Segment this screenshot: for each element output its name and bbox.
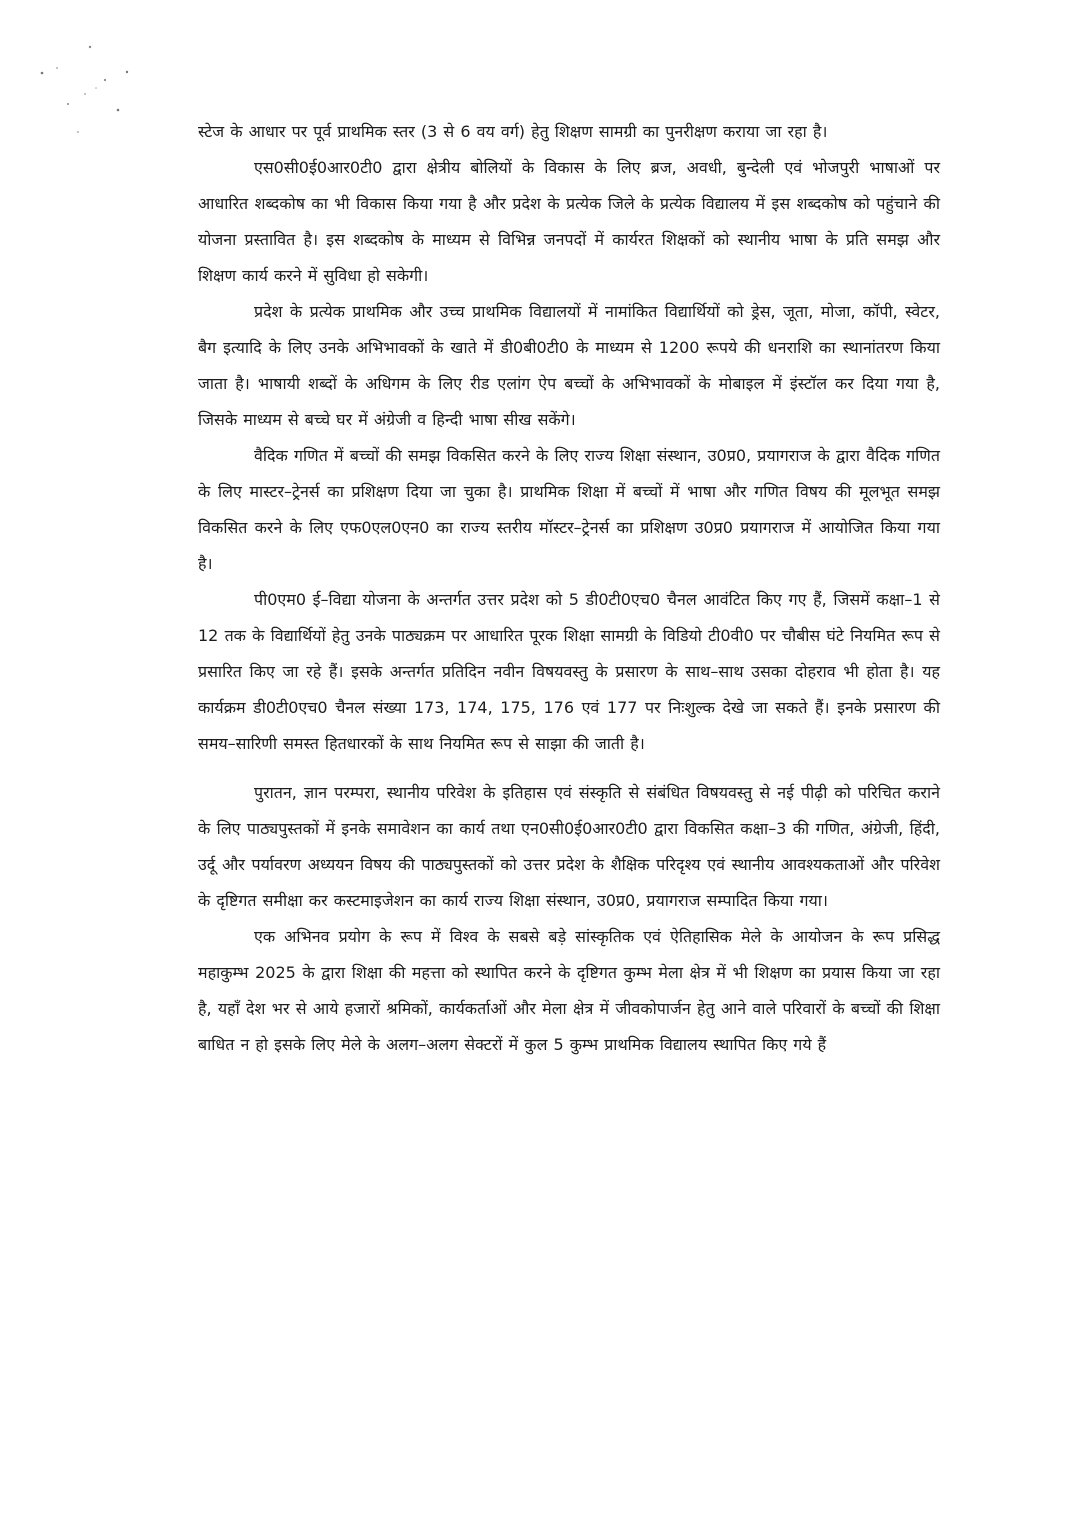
scan-specks (0, 0, 160, 150)
paragraph: पुरातन, ज्ञान परम्परा, स्थानीय परिवेश के इतिहास एवं संस्कृति से संबंधित विषयवस्तु से नई पीढ़ी को परिचित कराने के लिए पाठ्यपुस्तकों में इनके समावेशन का कार्य तथा एन0सी0ई0आर0टी0 द्वारा विकसित कक्षा–3 की गणित, अंग्रेजी, हिंदी, उर्दू और पर्यावरण अध्ययन विषय की पाठ्यपुस्तकों को उत्तर प्रदेश के शैक्षिक परिदृश्य एवं स्थानीय आवश्यकताओं और परिवेश के दृष्टिगत समीक्षा कर कस्टमाइजेशन का कार्य राज्य शिक्षा संस्थान, उ0प्र0, प्रयागराज सम्पादित किया गया। (198, 783, 940, 910)
paragraph: पी0एम0 ई–विद्या योजना के अन्तर्गत उत्तर प्रदेश को 5 डी0टी0एच0 चैनल आवंटित किए गए हैं, जिसमें कक्षा–1 से 12 तक के विद्यार्थियों हेतु उनके पाठ्यक्रम पर आधारित पूरक शिक्षा सामग्री के विडियो टी0वी0 पर चौबीस घंटे नियमित रूप से प्रसारित किए जा रहे हैं। इसके अन्तर्गत प्रतिदिन नवीन विषयवस्तु के प्रसारण के साथ–साथ उसका दोहराव भी होता है। यह कार्यक्रम डी0टी0एच0 चैनल संख्या 173, 174, 175, 176 एवं 177 पर निःशुल्क देखे जा सकते हैं। इनके प्रसारण की समय–सारिणी समस्त हितधारकों के साथ नियमित रूप से साझा की जाती है। (198, 590, 940, 753)
paragraph: एक अभिनव प्रयोग के रूप में विश्व के सबसे बड़े सांस्कृतिक एवं ऐतिहासिक मेले के आयोजन के रूप प्रसिद्ध महाकुम्भ 2025 के द्वारा शिक्षा की महत्ता को स्थापित करने के दृष्टिगत कुम्भ मेला क्षेत्र में भी शिक्षण का प्रयास किया जा रहा है, यहाँ देश भर से आये हजारों श्रमिकों, कार्यकर्ताओं और मेला क्षेत्र में जीवकोपार्जन हेतु आने वाले परिवारों के बच्चों की शिक्षा बाधित न हो इसके लिए मेले के अलग–अलग सेक्टरों में कुल 5 कुम्भ प्राथमिक विद्यालय स्थापित किए गये हैं (198, 927, 940, 1054)
paragraph: वैदिक गणित में बच्चों की समझ विकसित करने के लिए राज्य शिक्षा संस्थान, उ0प्र0, प्रयागराज के द्वारा वैदिक गणित के लिए मास्टर–ट्रेनर्स का प्रशिक्षण दिया जा चुका है। प्राथमिक शिक्षा में बच्चों में भाषा और गणित विषय की मूलभूत समझ विकसित करने के लिए एफ0एल0एन0 का राज्य स्तरीय मॉस्टर–ट्रेनर्स का प्रशिक्षण उ0प्र0 प्रयागराज में आयोजित किया गया है। (198, 446, 940, 573)
body-text (198, 114, 940, 1063)
paragraph: स्टेज के आधार पर पूर्व प्राथमिक स्तर (3 से 6 वय वर्ग) हेतु शिक्षण सामग्री का पुनरीक्षण कराया जा रहा है। (198, 122, 828, 141)
paragraph: एस0सी0ई0आर0टी0 द्वारा क्षेत्रीय बोलियों के विकास के लिए ब्रज, अवधी, बुन्देली एवं भोजपुरी भाषाओं पर आधारित शब्दकोष का भी विकास किया गया है और प्रदेश के प्रत्येक जिले के प्रत्येक विद्यालय में इस शब्दकोष को पहुंचाने की योजना प्रस्तावित है। इस शब्दकोष के माध्यम से विभिन्न जनपदों में कार्यरत शिक्षकों को स्थानीय भाषा के प्रति समझ और शिक्षण कार्य करने में सुविधा हो सकेगी। (198, 158, 940, 285)
paragraph: प्रदेश के प्रत्येक प्राथमिक और उच्च प्राथमिक विद्यालयों में नामांकित विद्यार्थियों को ड्रेस, जूता, मोजा, कॉपी, स्वेटर, बैग इत्यादि के लिए उनके अभिभावकों के खाते में डी0बी0टी0 के माध्यम से 1200 रूपये की धनराशि का स्थानांतरण किया जाता है। भाषायी शब्दों के अधिगम के लिए रीड एलांग ऐप बच्चों के अभिभावकों के मोबाइल में इंस्टॉल कर दिया गया है, जिसके माध्यम से बच्चे घर में अंग्रेजी व हिन्दी भाषा सीख सकेंगे। (198, 302, 940, 429)
